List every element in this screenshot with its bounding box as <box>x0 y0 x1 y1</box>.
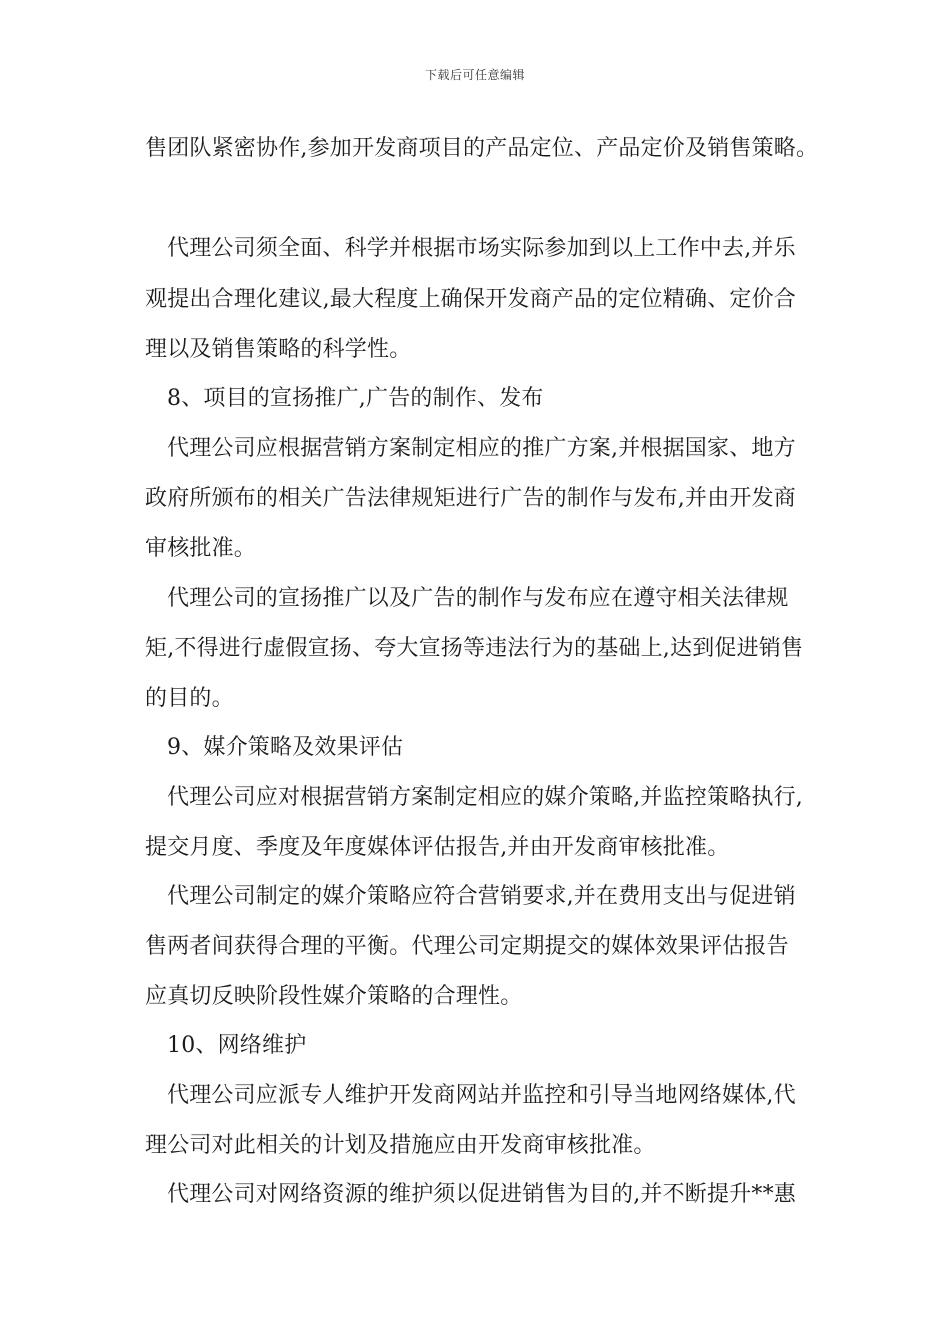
text-line: 代理公司应派专人维护开发商网站并监控和引导当地网络媒体,代 <box>167 1083 796 1108</box>
text-line: 矩,不得进行虚假宣扬、夸大宣扬等违法行为的基础上,达到促进销售 <box>145 636 804 661</box>
section-heading: 10、网络维护 <box>167 1033 307 1058</box>
text-line: 观提出合理化建议,最大程度上确保开发商产品的定位精确、定价合 <box>145 287 796 312</box>
text-line: 代理公司制定的媒介策略应符合营销要求,并在费用支出与促进销 <box>167 884 796 909</box>
text-line: 代理公司应根据营销方案制定相应的推广方案,并根据国家、地方 <box>167 436 796 461</box>
text-line: 提交月度、季度及年度媒体评估报告,并由开发商审核批准。 <box>145 835 730 860</box>
section-heading: 8、项目的宣扬推广,广告的制作、发布 <box>167 386 544 411</box>
text-line: 应真切反映阶段性媒介策略的合理性。 <box>145 984 523 1009</box>
text-line: 理公司对此相关的计划及措施应由开发商审核批准。 <box>145 1133 656 1158</box>
text-line: 售团队紧密协作,参加开发商项目的产品定位、产品定价及销售策略。 <box>145 136 819 161</box>
text-line: 代理公司对网络资源的维护须以促进销售为目的,并不断提升**惠 <box>167 1182 796 1207</box>
text-line: 售两者间获得合理的平衡。代理公司定期提交的媒体效果评估报告 <box>145 934 789 959</box>
section-heading: 9、媒介策略及效果评估 <box>167 735 404 760</box>
text-line: 代理公司须全面、科学并根据市场实际参加到以上工作中去,并乐 <box>167 236 796 261</box>
text-line: 代理公司的宣扬推广以及广告的制作与发布应在遵守相关法律规 <box>167 586 789 611</box>
text-line: 审核批准。 <box>145 536 257 561</box>
text-line: 代理公司应对根据营销方案制定相应的媒介策略,并监控策略执行, <box>167 785 803 810</box>
page-header-note: 下载后可任意编辑 <box>424 68 525 82</box>
text-line: 政府所颁布的相关广告法律规矩进行广告的制作与发布,并由开发商 <box>145 486 796 511</box>
text-line: 的目的。 <box>145 686 234 711</box>
text-line: 理以及销售策略的科学性。 <box>145 337 412 362</box>
